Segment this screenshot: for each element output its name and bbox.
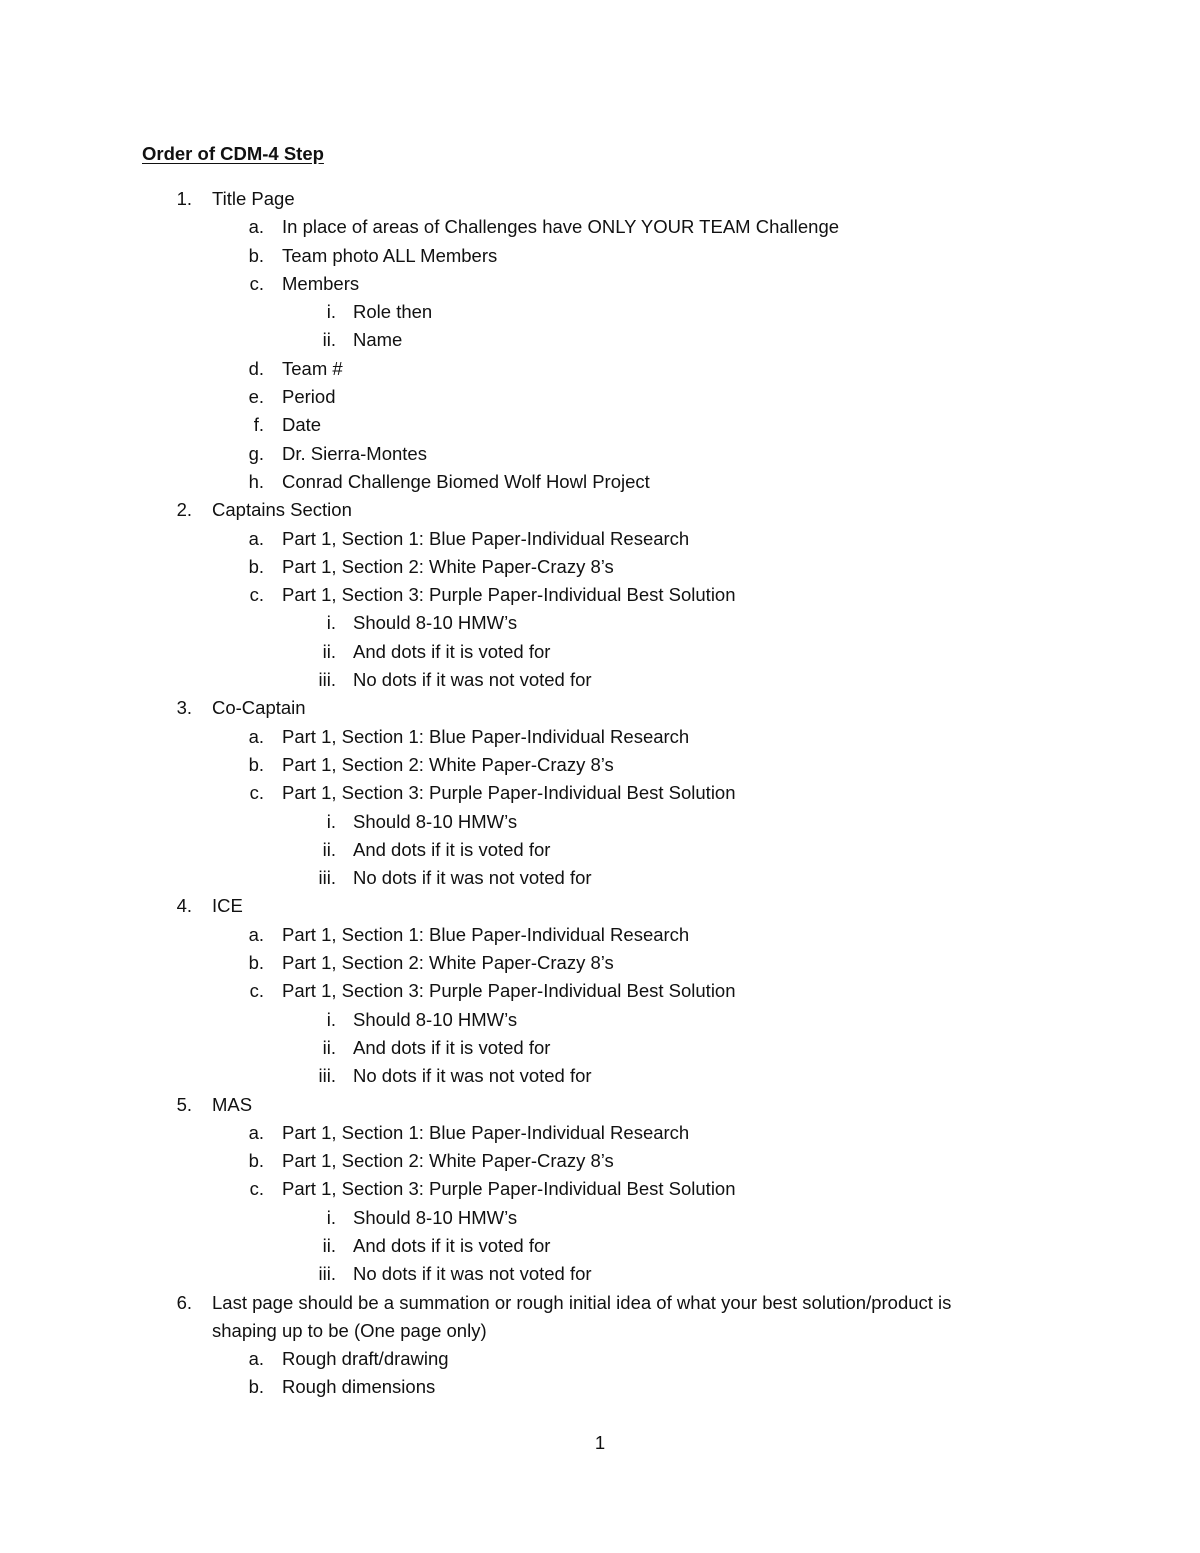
outline-item-level-3 bbox=[0, 1034, 1200, 1062]
outline-item-level-3 bbox=[0, 1006, 1200, 1034]
outline-item-level-2 bbox=[0, 921, 1200, 949]
list-marker: ii. bbox=[322, 329, 336, 351]
list-item-text: Should 8-10 HMW’s bbox=[353, 1206, 518, 1228]
list-item-text: And dots if it is voted for bbox=[353, 838, 551, 860]
page-number: 1 bbox=[594, 1432, 606, 1453]
list-marker: b. bbox=[248, 1150, 264, 1172]
outline-item-level-2 bbox=[0, 751, 1200, 779]
page-title: Order of CDM-4 Step bbox=[142, 143, 324, 164]
list-marker: e. bbox=[248, 386, 264, 408]
list-marker: 5. bbox=[176, 1093, 192, 1115]
outline-item-level-1 bbox=[0, 185, 1200, 213]
list-item-text: Last page should be a summation or rough initial idea of what your best solution/product is bbox=[212, 1291, 952, 1313]
list-marker: c. bbox=[249, 980, 264, 1002]
outline-item-level-2 bbox=[0, 1373, 1200, 1401]
list-marker: 2. bbox=[176, 499, 192, 521]
list-item-text: Co-Captain bbox=[212, 697, 306, 719]
outline-item-level-1 bbox=[0, 1317, 1200, 1345]
outline-item-level-3 bbox=[0, 808, 1200, 836]
outline-item-level-3 bbox=[0, 864, 1200, 892]
list-item-text: Part 1, Section 3: Purple Paper-Individual Best Solution bbox=[282, 1178, 736, 1200]
list-item-text: Part 1, Section 1: Blue Paper-Individual Research bbox=[282, 527, 690, 549]
list-marker: c. bbox=[249, 782, 264, 804]
list-item-text: Should 8-10 HMW’s bbox=[353, 612, 518, 634]
list-marker: d. bbox=[248, 357, 264, 379]
outline-item-level-1 bbox=[0, 1289, 1200, 1317]
outline-item-level-2 bbox=[0, 581, 1200, 609]
list-item-text: No dots if it was not voted for bbox=[353, 867, 592, 889]
outline-item-level-2 bbox=[0, 355, 1200, 383]
list-marker: i. bbox=[326, 301, 336, 323]
list-item-text: Team photo ALL Members bbox=[282, 244, 498, 266]
list-item-text: Part 1, Section 3: Purple Paper-Individual Best Solution bbox=[282, 584, 736, 606]
list-item-text: Part 1, Section 3: Purple Paper-Individual Best Solution bbox=[282, 782, 736, 804]
list-item-text: Part 1, Section 2: White Paper-Crazy 8’s bbox=[282, 1150, 614, 1172]
outline-item-level-2 bbox=[0, 1175, 1200, 1203]
list-marker: g. bbox=[248, 442, 264, 464]
outline-item-level-2 bbox=[0, 977, 1200, 1005]
list-item-text: ICE bbox=[212, 895, 243, 917]
outline-item-level-2 bbox=[0, 1119, 1200, 1147]
list-marker: b. bbox=[248, 753, 264, 775]
list-item-text: Name bbox=[353, 329, 403, 351]
list-item-text: Captains Section bbox=[212, 499, 352, 521]
outline-item-level-3 bbox=[0, 609, 1200, 637]
list-marker: h. bbox=[248, 470, 264, 492]
outline-item-level-2 bbox=[0, 779, 1200, 807]
list-marker: 1. bbox=[176, 188, 192, 209]
list-marker: ii. bbox=[322, 1036, 336, 1058]
list-marker: a. bbox=[248, 923, 264, 945]
list-marker: a. bbox=[248, 527, 264, 549]
list-marker: a. bbox=[248, 725, 264, 747]
outline-list bbox=[0, 185, 1200, 1402]
outline-item-level-2 bbox=[0, 525, 1200, 553]
list-marker: iii. bbox=[318, 1065, 336, 1087]
list-marker: iii. bbox=[318, 669, 336, 691]
list-item-text: Members bbox=[282, 272, 360, 294]
list-marker: b. bbox=[248, 244, 264, 266]
list-item-text: shaping up to be (One page only) bbox=[212, 1319, 487, 1341]
list-item-text: No dots if it was not voted for bbox=[353, 1065, 592, 1087]
list-marker: iii. bbox=[318, 867, 336, 889]
outline-item-level-1 bbox=[0, 892, 1200, 920]
list-item-text: Period bbox=[282, 386, 336, 408]
outline-item-level-2 bbox=[0, 723, 1200, 751]
outline-item-level-1 bbox=[0, 1091, 1200, 1119]
list-marker: i. bbox=[326, 810, 336, 832]
list-marker: f. bbox=[253, 414, 264, 436]
outline-item-level-1 bbox=[0, 694, 1200, 722]
outline-item-level-3 bbox=[0, 298, 1200, 326]
list-marker: ii. bbox=[322, 1234, 336, 1256]
list-marker: b. bbox=[248, 952, 264, 974]
list-item-text: Dr. Sierra-Montes bbox=[282, 442, 427, 464]
outline-item-level-3 bbox=[0, 1232, 1200, 1260]
list-marker: ii. bbox=[322, 838, 336, 860]
list-marker: i. bbox=[326, 612, 336, 634]
list-marker: c. bbox=[249, 272, 264, 294]
list-marker: b. bbox=[248, 555, 264, 577]
list-item-text: Part 1, Section 3: Purple Paper-Individual Best Solution bbox=[282, 980, 736, 1002]
outline-item-level-2 bbox=[0, 270, 1200, 298]
list-marker: a. bbox=[248, 216, 264, 238]
list-item-text: Title Page bbox=[212, 188, 295, 209]
list-item-text: Should 8-10 HMW’s bbox=[353, 810, 518, 832]
list-item-text: Conrad Challenge Biomed Wolf Howl Project bbox=[282, 470, 650, 492]
list-item-text: No dots if it was not voted for bbox=[353, 669, 592, 691]
list-marker: ii. bbox=[322, 640, 336, 662]
outline-item-level-3 bbox=[0, 1204, 1200, 1232]
list-item-text: MAS bbox=[212, 1093, 253, 1115]
list-item-text: And dots if it is voted for bbox=[353, 1234, 551, 1256]
outline-item-level-2 bbox=[0, 468, 1200, 496]
outline-item-level-2 bbox=[0, 553, 1200, 581]
list-item-text: Should 8-10 HMW’s bbox=[353, 1008, 518, 1030]
list-marker: 3. bbox=[176, 697, 192, 719]
outline-item-level-3 bbox=[0, 666, 1200, 694]
list-marker: c. bbox=[249, 1178, 264, 1200]
list-marker: c. bbox=[249, 584, 264, 606]
list-marker: 6. bbox=[176, 1291, 192, 1313]
outline-item-level-3 bbox=[0, 326, 1200, 354]
outline-item-level-3 bbox=[0, 1062, 1200, 1090]
list-item-text: Rough draft/drawing bbox=[282, 1348, 449, 1370]
list-item-text: No dots if it was not voted for bbox=[353, 1263, 592, 1285]
outline-item-level-2 bbox=[0, 213, 1200, 241]
outline-item-level-2 bbox=[0, 242, 1200, 270]
list-marker: a. bbox=[248, 1348, 264, 1370]
list-marker: b. bbox=[248, 1376, 264, 1398]
list-item-text: And dots if it is voted for bbox=[353, 640, 551, 662]
list-item-text: Part 1, Section 2: White Paper-Crazy 8’s bbox=[282, 555, 614, 577]
outline-item-level-2 bbox=[0, 1345, 1200, 1373]
list-item-text: Part 1, Section 2: White Paper-Crazy 8’s bbox=[282, 753, 614, 775]
outline-item-level-3 bbox=[0, 836, 1200, 864]
outline-item-level-2 bbox=[0, 1147, 1200, 1175]
list-marker: i. bbox=[326, 1206, 336, 1228]
list-item-text: Rough dimensions bbox=[282, 1376, 436, 1398]
list-item-text: Part 1, Section 2: White Paper-Crazy 8’s bbox=[282, 952, 614, 974]
list-item-text: Team # bbox=[282, 357, 343, 379]
list-marker: i. bbox=[326, 1008, 336, 1030]
list-item-text: Part 1, Section 1: Blue Paper-Individual Research bbox=[282, 725, 690, 747]
outline-item-level-2 bbox=[0, 440, 1200, 468]
outline-item-level-2 bbox=[0, 383, 1200, 411]
list-item-text: Date bbox=[282, 414, 322, 436]
outline-item-level-1 bbox=[0, 496, 1200, 524]
list-item-text: In place of areas of Challenges have ONLY YOUR TEAM Challenge bbox=[282, 216, 840, 238]
outline-item-level-3 bbox=[0, 638, 1200, 666]
list-marker: a. bbox=[248, 1121, 264, 1143]
list-item-text: Part 1, Section 1: Blue Paper-Individual Research bbox=[282, 923, 690, 945]
list-item-text: Role then bbox=[353, 301, 433, 323]
list-item-text: And dots if it is voted for bbox=[353, 1036, 551, 1058]
outline-item-level-2 bbox=[0, 411, 1200, 439]
outline-item-level-3 bbox=[0, 1260, 1200, 1288]
list-item-text: Part 1, Section 1: Blue Paper-Individual Research bbox=[282, 1121, 690, 1143]
outline-item-level-2 bbox=[0, 949, 1200, 977]
list-marker: 4. bbox=[176, 895, 192, 917]
list-marker: iii. bbox=[318, 1263, 336, 1285]
